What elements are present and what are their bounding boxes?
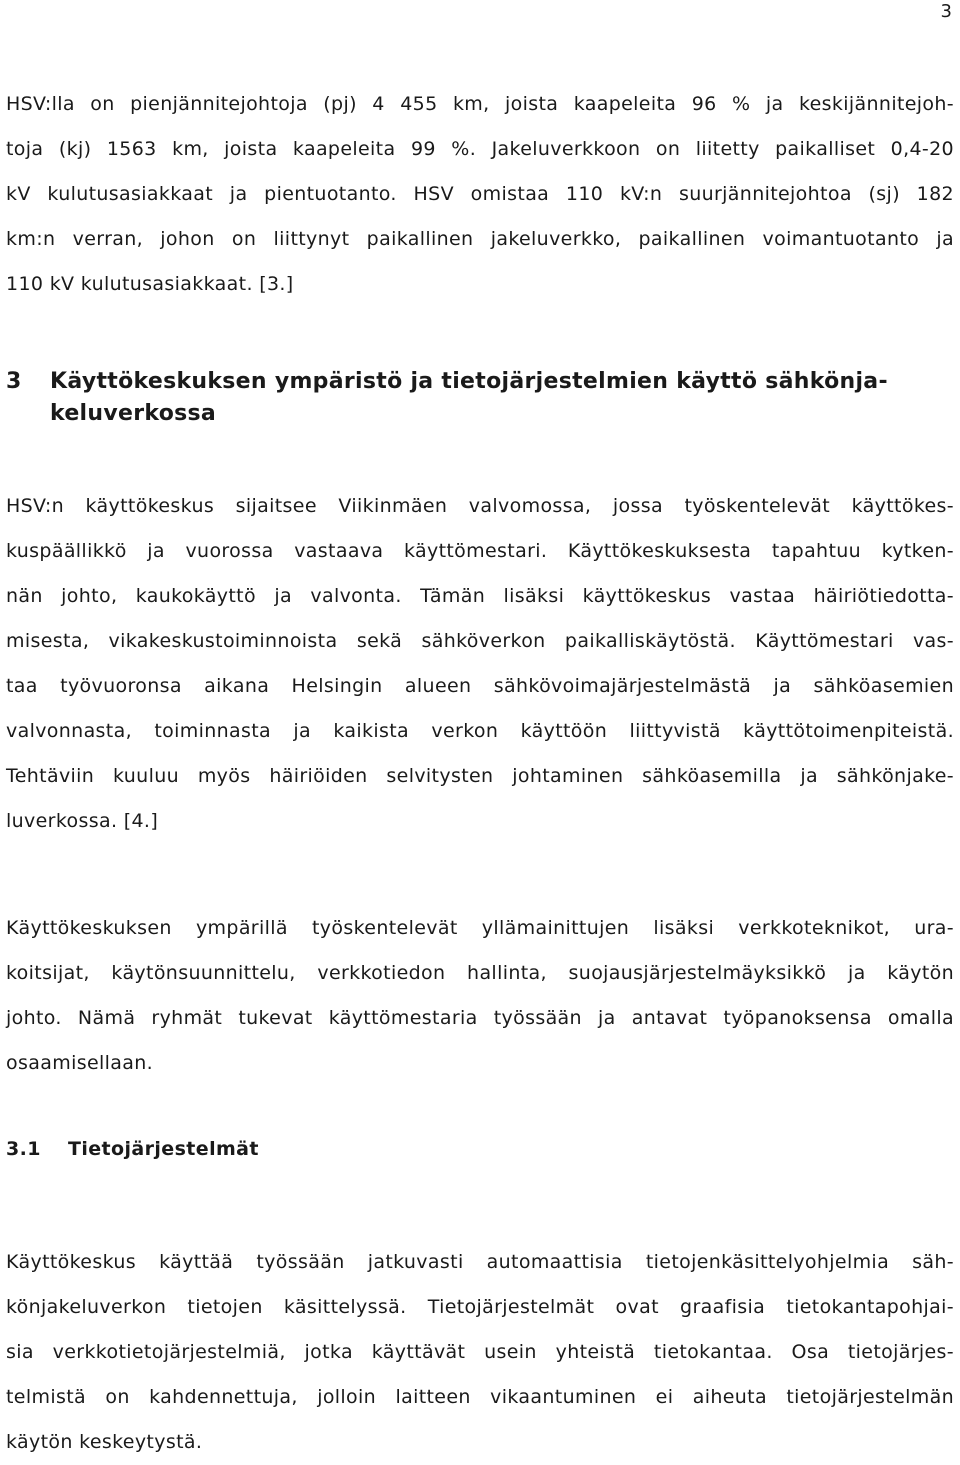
paragraph-line: HSV:n käyttökeskus sijaitsee Viikinmäen valvomossa, jossa työskentelevät käyttökes- <box>6 495 954 517</box>
section-3-heading <box>6 366 954 430</box>
intro-paragraph <box>6 82 954 307</box>
paragraph-line: km:n verran, johon on liittynyt paikallinen jakeluverkko, paikallinen voimantuotanto ja <box>6 228 954 250</box>
paragraph-line: 110 kV kulutusasiakkaat. [3.] <box>6 273 294 295</box>
paragraph-line: osaamisellaan. <box>6 1052 154 1074</box>
paragraph-line: HSV:lla on pienjännitejohtoja (pj) 4 455 km, joista kaapeleita 96 % ja keskijännitejoh- <box>6 93 954 115</box>
paragraph-line: kuspäällikkö ja vuorossa vastaava käyttömestari. Käyttökeskuksesta tapahtuu kytken- <box>6 540 954 562</box>
paragraph-3 <box>6 906 954 1086</box>
paragraph-line: koitsijat, käytönsuunnittelu, verkkotiedon hallinta, suojausjärjestelmäyksikkö ja käytön <box>6 962 954 984</box>
paragraph-line: valvonnasta, toiminnasta ja kaikista verkon käyttöön liittyvistä käyttötoimenpiteistä. <box>6 720 954 742</box>
section-3-1-number: 3.1 <box>6 1138 41 1160</box>
page-number: 3 <box>940 1 952 22</box>
paragraph-line: luverkossa. [4.] <box>6 810 159 832</box>
section-3-1-title: Tietojärjestelmät <box>68 1138 259 1160</box>
paragraph-line: kV kulutusasiakkaat ja pientuotanto. HSV omistaa 110 kV:n suurjännitejohtoa (sj) 182 <box>6 183 954 205</box>
paragraph-line: sia verkkotietojärjestelmiä, jotka käyttävät usein yhteistä tietokantaa. Osa tietojärjes- <box>6 1341 954 1363</box>
section-3-1-heading <box>6 1133 259 1165</box>
paragraph-line: telmistä on kahdennettuja, jolloin laitteen vikaantuminen ei aiheuta tietojärjestelmän <box>6 1386 954 1408</box>
paragraph-line: johto. Nämä ryhmät tukevat käyttömestaria työssään ja antavat työpanoksensa omalla <box>6 1007 954 1029</box>
section-3-title-line1: Käyttökeskuksen ympäristö ja tietojärjestelmien käyttö sähkönja- <box>50 369 888 394</box>
paragraph-line: könjakeluverkon tietojen käsittelyssä. Tietojärjestelmät ovat graafisia tietokantapohjai- <box>6 1296 954 1318</box>
paragraph-line: Käyttökeskus käyttää työssään jatkuvasti automaattisia tietojenkäsittelyohjelmia säh- <box>6 1251 954 1273</box>
paragraph-line: misesta, vikakeskustoiminnoista sekä sähköverkon paikalliskäytöstä. Käyttömestari vas- <box>6 630 954 652</box>
paragraph-4 <box>6 1240 954 1465</box>
paragraph-line: nän johto, kaukokäyttö ja valvonta. Tämän lisäksi käyttökeskus vastaa häiriötiedotta- <box>6 585 954 607</box>
section-3-heading-line1 <box>6 366 954 398</box>
paragraph-line: taa työvuoronsa aikana Helsingin alueen sähkövoimajärjestelmästä ja sähköasemien <box>6 675 954 697</box>
section-3-number: 3 <box>6 369 22 394</box>
section-3-title-line2: keluverkossa <box>50 401 217 426</box>
paragraph-2 <box>6 484 954 844</box>
paragraph-line: toja (kj) 1563 km, joista kaapeleita 99 %. Jakeluverkkoon on liitetty paikalliset 0,4-20 <box>6 138 954 160</box>
paragraph-line: käytön keskeytystä. <box>6 1431 203 1453</box>
paragraph-line: Käyttökeskuksen ympärillä työskentelevät yllämainittujen lisäksi verkkoteknikot, ura- <box>6 917 954 939</box>
paragraph-line: Tehtäviin kuuluu myös häiriöiden selvitysten johtaminen sähköasemilla ja sähkönjake- <box>6 765 954 787</box>
